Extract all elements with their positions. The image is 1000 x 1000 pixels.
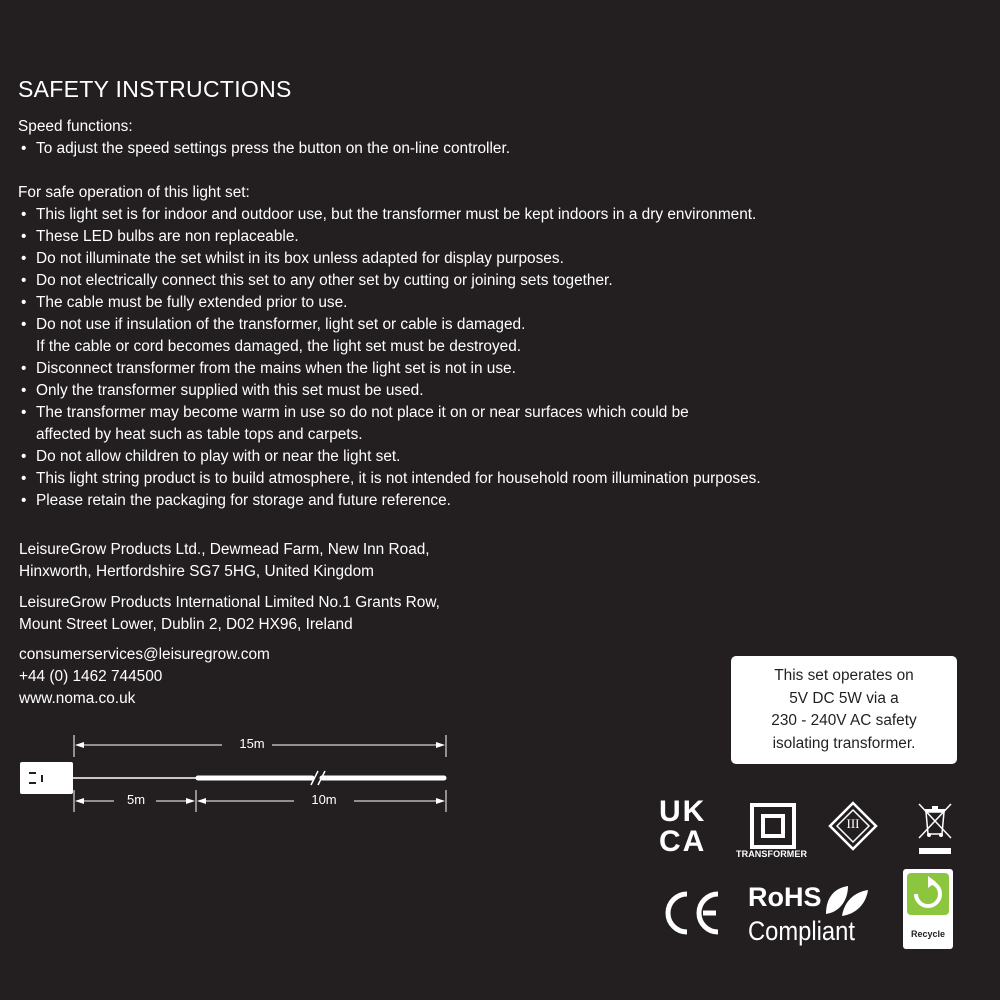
class-three-numeral: III [846, 816, 860, 831]
list-item: • Only the transformer supplied with this set must be used. [18, 380, 918, 402]
safe-operation-list [18, 204, 918, 512]
power-info-box [731, 656, 957, 764]
weee-bin-icon [913, 800, 957, 858]
instructions [18, 116, 918, 512]
safety-transformer-icon [750, 803, 796, 849]
recycle-icon [907, 873, 949, 915]
info-line: isolating transformer. [772, 734, 916, 752]
lead-length-label: 5m [126, 792, 146, 807]
info-line: 230 - 240V AC safety [771, 712, 917, 729]
list-item-text: Do not use if insulation of the transformer, light set or cable is damaged. [36, 316, 526, 333]
recycle-badge [903, 869, 953, 949]
speed-heading: Speed functions: [18, 118, 133, 135]
lit-length-label: 10m [311, 792, 337, 807]
email-text: consumerservices@leisuregrow.com [19, 646, 270, 663]
website-text: www.noma.co.uk [19, 690, 136, 707]
list-item: • The cable must be fully extended prior to use. [18, 292, 918, 314]
leaf-icon [822, 882, 870, 918]
list-item: • These LED bulbs are non replaceable. [18, 226, 918, 248]
ce-mark-icon [661, 888, 723, 938]
total-length-label: 15m [239, 736, 265, 751]
ukca-line: UK [659, 795, 707, 828]
list-item: • Do not electrically connect this set to any other set by cutting or joining sets together. [18, 270, 918, 292]
list-item: • Do not illuminate the set whilst in its box unless adapted for display purposes. [18, 248, 918, 270]
list-item: • Do not allow children to play with or near the light set. [18, 446, 918, 468]
ie-address-line: LeisureGrow Products International Limited No.1 Grants Row, [19, 594, 440, 611]
usb-plug-icon [20, 762, 73, 794]
phone-text: +44 (0) 1462 744500 [19, 668, 163, 685]
compliant-label: Compliant [748, 916, 855, 946]
uk-address-line: LeisureGrow Products Ltd., Dewmead Farm, New Inn Road, [19, 541, 430, 558]
list-item: • This light set is for indoor and outdoor use, but the transformer must be kept indoors in a dry environment. [18, 204, 918, 226]
list-item: • Disconnect transformer from the mains when the light set is not in use. [18, 358, 918, 380]
list-item-continuation: If the cable or cord becomes damaged, the light set must be destroyed. [36, 338, 522, 355]
contact-details [19, 644, 539, 710]
ukca-icon [659, 797, 719, 857]
list-item-continuation: affected by heat such as table tops and carpets. [36, 426, 363, 443]
page-title: SAFETY INSTRUCTIONS [18, 76, 292, 102]
info-line: This set operates on [774, 667, 914, 684]
list-item: • To adjust the speed settings press the button on the on-line controller. [18, 138, 918, 160]
uk-address [19, 539, 539, 583]
info-line: 5V DC 5W via a [789, 689, 899, 707]
list-item [18, 402, 918, 446]
rohs-label: RoHS [748, 882, 822, 912]
speed-list [18, 138, 918, 160]
list-item-text: The transformer may become warm in use so do not place it on or near surfaces which could be [36, 404, 689, 421]
safe-operation-heading: For safe operation of this light set: [18, 184, 250, 201]
ukca-line: CA [659, 825, 707, 858]
list-item [18, 314, 918, 358]
uk-address-line: Hinxworth, Hertfordshire SG7 5HG, United Kingdom [19, 563, 374, 580]
recycle-label: Recycle [910, 929, 946, 939]
list-item: • Please retain the packaging for storage and future reference. [18, 490, 918, 512]
ie-address [19, 592, 539, 636]
transformer-label: TRANSFORMER [736, 849, 808, 859]
list-item: • This light string product is to build atmosphere, it is not intended for household room illumination purposes. [18, 468, 918, 490]
ie-address-line: Mount Street Lower, Dublin 2, D02 HX96, Ireland [19, 616, 353, 633]
